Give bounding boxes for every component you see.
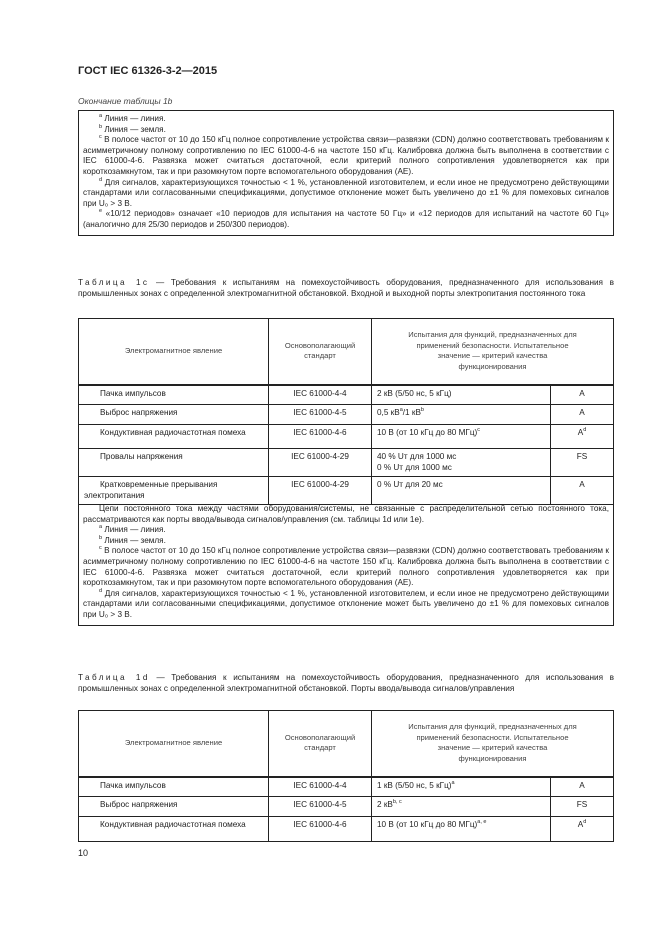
value-footnote: a, e	[477, 819, 487, 825]
criterion-text: A	[579, 388, 585, 398]
value-cell	[372, 405, 551, 425]
footnote-marker: d	[99, 587, 103, 594]
footnote-text: В полосе частот от 10 до 150 кГц полное сопротивление устройства связи—развязки (CDN) должно соответствовать требованиям к асимметричному полному сопротивлению по IEC 61000-4-6 на частоте 150 кГц. Калибровка должна быть выполнена в соответствии с IEC 61000-4-6. Развязка может считаться достаточной, если критерий полного сопротивления удовлетворяется как при короткозамкнутом, так и при разомкнутом порте вспомогательного оборудования (AE).	[83, 135, 609, 176]
header-row	[79, 319, 614, 385]
value-text: /1 кВ	[402, 408, 421, 417]
value-footnote: b	[420, 407, 424, 413]
value-text: 10 В (от 10 кГц до 80 МГц)	[377, 820, 478, 829]
value-text: 40 % Uт для 1000 мс	[377, 452, 457, 461]
phenomenon-cell: Провалы напряжения	[79, 449, 269, 477]
criterion-text: A	[579, 480, 585, 490]
value-text: 0,5 кВ	[377, 408, 400, 417]
value-footnote: a	[399, 407, 403, 413]
value-text: 2 кВ	[377, 800, 393, 809]
standard-cell: IEC 61000-4-5	[269, 405, 372, 425]
header-test: Испытания для функций, предназначенных для применений безопасности. Испытательное значение — критерий качества функционирования	[372, 711, 614, 777]
standard-cell: IEC 61000-4-5	[269, 797, 372, 817]
standard-cell: IEC 61000-4-4	[269, 777, 372, 797]
footnote-marker: c	[99, 545, 102, 552]
header-phenomenon: Электромагнитное явление	[79, 711, 269, 777]
table-row	[79, 385, 614, 405]
table-row	[79, 777, 614, 797]
criterion-footnote: d	[583, 427, 587, 433]
footnote-marker: c	[99, 134, 102, 141]
footnote	[83, 546, 609, 588]
phenomenon-cell: Пачка импульсов	[79, 385, 269, 405]
standard-cell: IEC 61000-4-6	[269, 817, 372, 842]
caption-text: — Требования к испытаниям на помехоустойчивость оборудования, предназначенного для использования в промышленных зонах с определенной электромагнитной обстановкой. Порты ввода/вывода сигналов/управления	[78, 673, 614, 693]
table-1c-caption	[78, 278, 614, 299]
intro-note: Цепи постоянного тока между частями оборудования/системы, не связанные с распределительной сетью постоянного тока, рассматриваются как порты ввода/вывода сигналов/управления (см. таблицы 1d или 1e).	[83, 504, 609, 524]
phenomenon-cell: Пачка импульсов	[79, 777, 269, 797]
footnote	[83, 125, 609, 136]
criterion-text: A	[579, 408, 585, 417]
criterion-cell	[551, 449, 614, 477]
footnote	[83, 178, 609, 210]
value-cell	[372, 777, 551, 797]
table-1d	[78, 710, 614, 842]
document-header: ГОСТ IEC 61326-3-2—2015	[78, 65, 218, 77]
footnote-text: В полосе частот от 10 до 150 кГц полное сопротивление устройства связи—развязки (CDN) должно соответствовать требованиям к асимметричному полному сопротивлению по IEC 61000-4-6 на частоте 150 кГц. Калибровка должна быть выполнена в соответствии с IEC 61000-4-6. Развязка может считаться достаточной, если критерий полного сопротивления удовлетворяется как при короткозамкнутом, так и при разомкнутом порте вспомогательного оборудования (AE).	[83, 546, 609, 588]
table-1d-caption	[78, 673, 614, 694]
value-cell	[372, 817, 551, 842]
footnote-text: Для сигналов, характеризующихся точностью < 1 %, установленной изготовителем, и если иное не предусмотрено действующими стандартами или согласованными спецификациями, допустимое отклонение может быть увеличено до ±1 % для помеховых сигналов при U₀ > 3 В.	[83, 588, 609, 619]
criterion-cell	[551, 817, 614, 842]
table-1c	[78, 318, 614, 505]
footnote-marker: b	[99, 534, 103, 541]
footnote-text: «10/12 периодов» означает «10 периодов для испытания на частоте 50 Гц» и «12 периодов для испытаний на частоте 60 Гц» (аналогично для 25/30 периодов и 250/300 периодов).	[83, 209, 609, 229]
footnote-text: Линия — линия.	[104, 114, 166, 123]
table-continuation-label: Окончание таблицы 1b	[78, 96, 173, 106]
footnote-text: Линия — земля.	[104, 535, 166, 545]
phenomenon-cell: Кратковременные прерывания электропитания	[79, 477, 269, 505]
value-footnote: c	[477, 427, 481, 433]
footnote	[83, 209, 609, 230]
table-row	[79, 797, 614, 817]
notes-1c	[78, 499, 614, 626]
criterion-cell	[551, 425, 614, 449]
footnote-text: Линия — земля.	[104, 124, 166, 134]
table-row	[79, 425, 614, 449]
value-text: 0 % Uт для 20 мс	[377, 480, 443, 490]
phenomenon-cell: Выброс напряжения	[79, 405, 269, 425]
footnote	[83, 135, 609, 177]
table-label: Таблица 1c	[78, 278, 150, 287]
value-footnote: b, c	[392, 799, 402, 805]
criterion-cell	[551, 405, 614, 425]
footnote-text: Линия — линия.	[104, 525, 166, 535]
value-cell	[372, 449, 551, 477]
header-phenomenon: Электромагнитное явление	[79, 319, 269, 385]
criterion-footnote: d	[583, 819, 587, 825]
criterion-text: A	[579, 780, 585, 790]
criterion-text: FS	[576, 800, 588, 809]
phenomenon-cell: Кондуктивная радиочастотная помеха	[79, 817, 269, 842]
header-standard: Основополагающий стандарт	[269, 711, 372, 777]
value-footnote: a	[451, 779, 455, 786]
footnote	[83, 589, 609, 621]
table-row	[79, 405, 614, 425]
page-number: 10	[78, 848, 89, 858]
criterion-text: A	[577, 428, 584, 437]
footnote-text: Для сигналов, характеризующихся точностью < 1 %, установленной изготовителем, и если иное не предусмотрено действующими стандартами или согласованными спецификациями, допустимое отклонение может быть увеличено до ±1 % для помеховых сигналов при U₀ > 3 В.	[83, 177, 609, 208]
phenomenon-cell: Выброс напряжения	[79, 797, 269, 817]
standard-cell: IEC 61000-4-29	[269, 477, 372, 505]
phenomenon-cell: Кондуктивная радиочастотная помеха	[79, 425, 269, 449]
standard-cell: IEC 61000-4-6	[269, 425, 372, 449]
header-test: Испытания для функций, предназначенных для применений безопасности. Испытательное значение — критерий качества функционирования	[372, 319, 614, 385]
table-label: Таблица 1d	[78, 673, 150, 682]
value-text: 1 кВ (5/50 нс, 5 кГц)	[377, 780, 452, 790]
footnote	[83, 536, 609, 547]
value-cell	[372, 385, 551, 405]
table-row	[79, 817, 614, 842]
notes-1b	[78, 110, 614, 236]
value-text: 2 кВ (5/50 нс, 5 кГц)	[377, 388, 452, 398]
standard-cell: IEC 61000-4-29	[269, 449, 372, 477]
footnote	[83, 525, 609, 536]
criterion-text: A	[577, 820, 584, 829]
footnote-marker: a	[99, 524, 103, 531]
criterion-text: FS	[576, 452, 588, 461]
criterion-cell	[551, 385, 614, 405]
value-text: 0 % Uт для 1000 мс	[377, 462, 452, 472]
criterion-cell	[551, 797, 614, 817]
footnote-marker: e	[99, 208, 103, 215]
standard-cell: IEC 61000-4-4	[269, 385, 372, 405]
table-row	[79, 449, 614, 477]
footnote-marker: b	[99, 123, 103, 130]
value-cell	[372, 425, 551, 449]
footnote-marker: d	[99, 176, 103, 183]
footnote	[83, 114, 609, 125]
criterion-cell	[551, 777, 614, 797]
header-row	[79, 711, 614, 777]
value-cell	[372, 797, 551, 817]
value-text: 10 В (от 10 кГц до 80 МГц)	[377, 428, 478, 437]
caption-text: — Требования к испытаниям на помехоустойчивость оборудования, предназначенного для использования в промышленных зонах с определенной электромагнитной обстановкой. Входной и выходной порты электропитания постоянного тока	[78, 278, 614, 298]
header-standard: Основополагающий стандарт	[269, 319, 372, 385]
footnote-marker: a	[99, 113, 103, 119]
